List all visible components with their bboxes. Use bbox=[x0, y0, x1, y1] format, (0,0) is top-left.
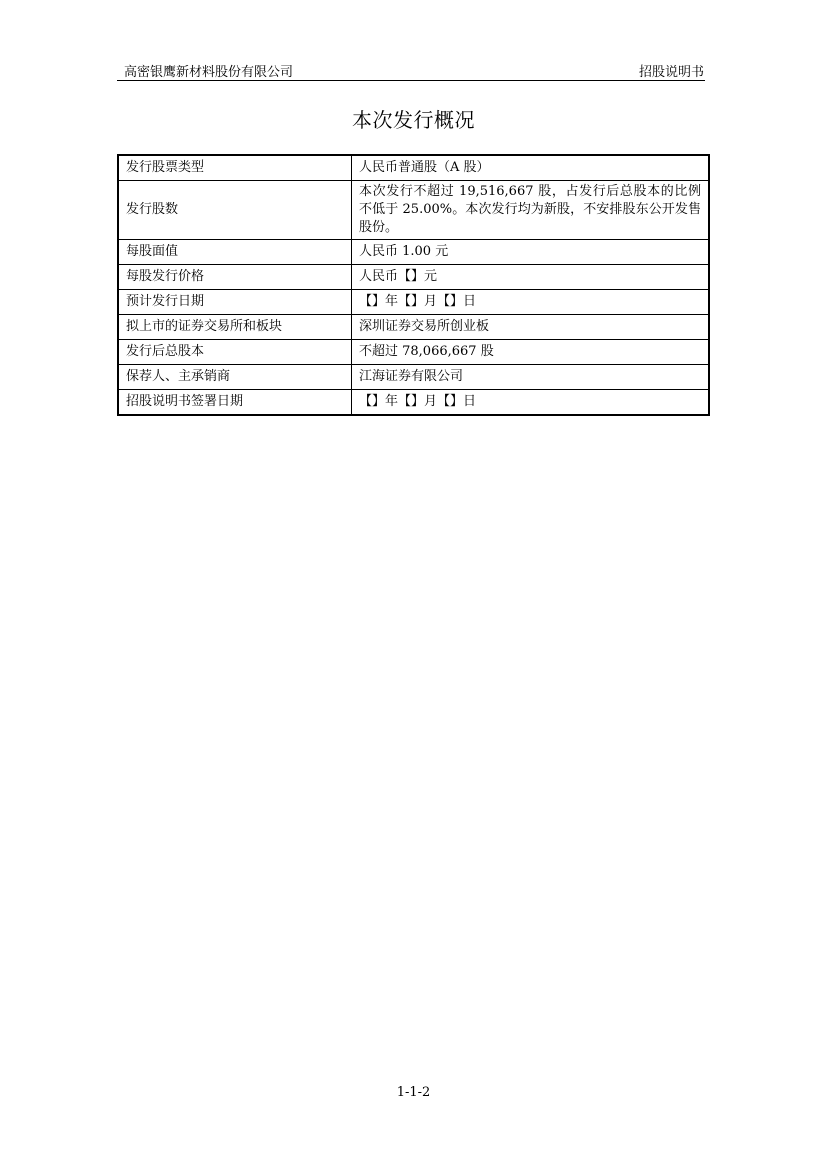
table-row bbox=[118, 181, 709, 240]
row-label: 保荐人、主承销商 bbox=[118, 365, 352, 390]
table-row bbox=[118, 240, 709, 265]
row-value: 不超过 78,066,667 股 bbox=[352, 340, 710, 365]
row-value: 本次发行不超过 19,516,667 股，占发行后总股本的比例不低于 25.00%。本次发行均为新股，不安排股东公开发售股份。 bbox=[352, 181, 710, 240]
offering-overview-table bbox=[117, 154, 710, 416]
row-label: 发行股票类型 bbox=[118, 155, 352, 181]
table-row bbox=[118, 290, 709, 315]
row-value: 江海证券有限公司 bbox=[352, 365, 710, 390]
table-row bbox=[118, 315, 709, 340]
company-name: 高密银鹰新材料股份有限公司 bbox=[124, 65, 294, 80]
row-value: 【】年【】月【】日 bbox=[352, 390, 710, 416]
row-value: 【】年【】月【】日 bbox=[352, 290, 710, 315]
row-label: 发行后总股本 bbox=[118, 340, 352, 365]
page-title: 本次发行概况 bbox=[352, 108, 475, 132]
row-value: 人民币 1.00 元 bbox=[352, 240, 710, 265]
page-header bbox=[117, 60, 705, 81]
row-label: 发行股数 bbox=[118, 181, 352, 240]
table-row bbox=[118, 365, 709, 390]
row-value: 人民币【】元 bbox=[352, 265, 710, 290]
row-value: 人民币普通股（A 股） bbox=[352, 155, 710, 181]
row-label: 招股说明书签署日期 bbox=[118, 390, 352, 416]
document-type: 招股说明书 bbox=[638, 65, 704, 80]
row-label: 拟上市的证券交易所和板块 bbox=[118, 315, 352, 340]
row-label: 每股发行价格 bbox=[118, 265, 352, 290]
table-row bbox=[118, 340, 709, 365]
page-number: 1-1-2 bbox=[396, 1085, 431, 1100]
row-value: 深圳证券交易所创业板 bbox=[352, 315, 710, 340]
table-row bbox=[118, 155, 709, 181]
table-row bbox=[118, 265, 709, 290]
row-label: 预计发行日期 bbox=[118, 290, 352, 315]
row-label: 每股面值 bbox=[118, 240, 352, 265]
table-row bbox=[118, 390, 709, 416]
